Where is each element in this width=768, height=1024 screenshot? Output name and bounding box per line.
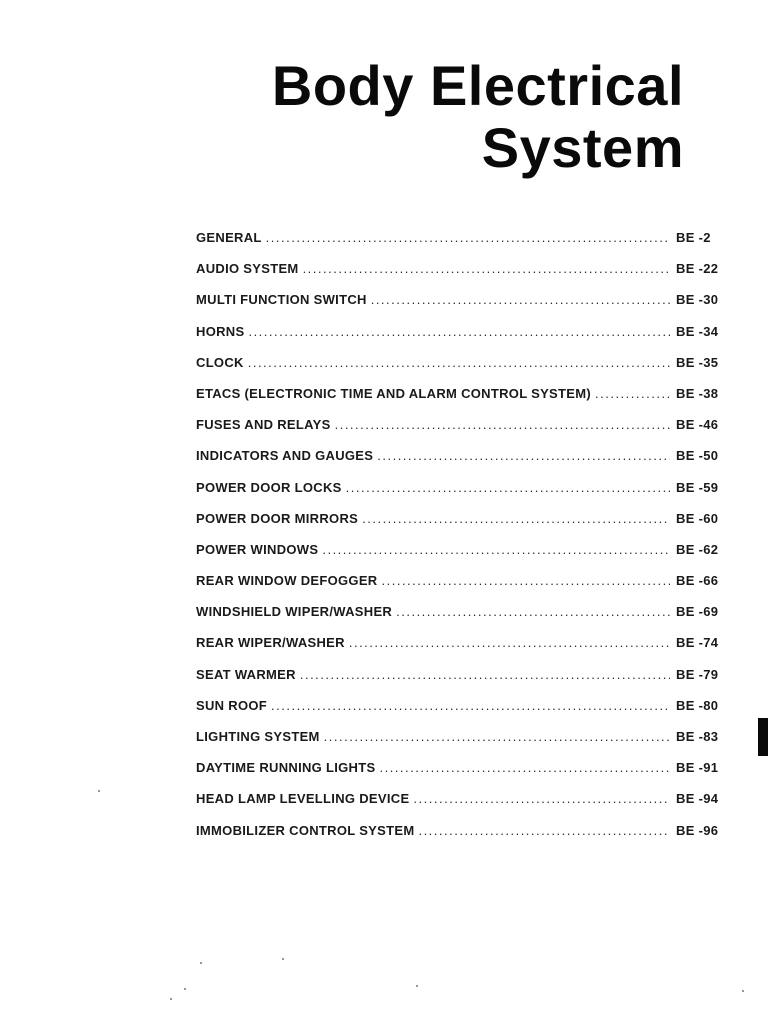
toc-entry <box>196 355 726 386</box>
toc-entry <box>196 667 726 698</box>
toc-entry-page: BE -96 <box>676 822 719 838</box>
toc-entry-page: BE -94 <box>676 791 719 807</box>
scan-speck <box>200 962 202 964</box>
toc-entry-title: HORNS <box>196 323 245 339</box>
toc-entry-title: FUSES AND RELAYS <box>196 417 331 433</box>
toc-dot-leader <box>377 448 670 463</box>
toc-entry-page: BE -35 <box>676 354 719 370</box>
toc-entry <box>196 261 726 292</box>
toc-dot-leader <box>324 729 670 744</box>
toc-entry <box>196 480 726 511</box>
toc-dot-leader <box>266 230 670 245</box>
toc-dot-leader <box>248 324 670 339</box>
toc-dot-leader <box>371 292 670 307</box>
toc-dot-leader <box>346 480 670 495</box>
toc-dot-leader <box>300 667 670 682</box>
toc-entry-page: BE -74 <box>676 635 719 651</box>
toc-entry-title: SUN ROOF <box>196 697 268 713</box>
toc-entry <box>196 386 726 417</box>
scan-speck <box>742 990 744 992</box>
toc-entry <box>196 511 726 542</box>
toc-entry-page: BE -38 <box>676 385 719 401</box>
toc-entry-title: SEAT WARMER <box>196 666 296 682</box>
toc-entry <box>196 823 726 854</box>
table-of-contents <box>196 230 726 854</box>
toc-entry-page: BE -50 <box>676 448 719 464</box>
toc-entry-title: GENERAL <box>196 230 262 245</box>
toc-entry-title: LIGHTING SYSTEM <box>196 729 320 744</box>
toc-entry-page: BE -66 <box>676 573 719 589</box>
toc-entry <box>196 573 726 604</box>
toc-entry-page: BE -62 <box>676 541 719 557</box>
document-title-line-2: System <box>481 116 684 179</box>
toc-entry-title: HEAD LAMP LEVELLING DEVICE <box>196 791 410 807</box>
toc-dot-leader <box>362 511 670 526</box>
toc-entry-title: CLOCK <box>196 354 244 370</box>
toc-dot-leader <box>335 417 670 432</box>
toc-entry-title: POWER WINDOWS <box>196 541 319 557</box>
toc-entry-title: POWER DOOR LOCKS <box>196 479 342 495</box>
toc-entry-title: WINDSHIELD WIPER/WASHER <box>196 604 393 620</box>
toc-dot-leader <box>396 604 670 619</box>
toc-entry-title: INDICATORS AND GAUGES <box>196 448 374 464</box>
toc-entry-page: BE -69 <box>676 604 719 620</box>
toc-entry <box>196 604 726 635</box>
toc-entry-title: REAR WIPER/WASHER <box>196 635 345 651</box>
toc-entry-title: REAR WINDOW DEFOGGER <box>196 573 378 589</box>
toc-entry-page: BE -30 <box>676 292 719 308</box>
scan-speck <box>98 790 100 792</box>
toc-dot-leader <box>418 823 670 838</box>
scan-speck <box>184 988 186 990</box>
toc-dot-leader <box>349 635 670 650</box>
toc-entry <box>196 324 726 355</box>
scan-speck <box>170 998 172 1000</box>
toc-dot-leader <box>595 386 670 401</box>
toc-dot-leader <box>379 760 670 775</box>
toc-entry-title: POWER DOOR MIRRORS <box>196 510 359 526</box>
toc-entry-page: BE -2 <box>676 230 711 245</box>
toc-entry-page: BE -22 <box>676 261 719 277</box>
toc-entry-page: BE -79 <box>676 666 719 682</box>
toc-entry <box>196 729 726 760</box>
toc-dot-leader <box>248 355 670 370</box>
toc-entry-title: DAYTIME RUNNING LIGHTS <box>196 760 376 776</box>
toc-entry <box>196 292 726 323</box>
toc-dot-leader <box>271 698 670 713</box>
scan-speck <box>416 985 418 987</box>
document-title-line-1: Body Electrical <box>271 54 684 117</box>
scan-speck <box>282 958 284 960</box>
toc-dot-leader <box>382 573 671 588</box>
toc-entry <box>196 760 726 791</box>
toc-entry-title: IMMOBILIZER CONTROL SYSTEM <box>196 822 415 838</box>
toc-entry <box>196 791 726 822</box>
toc-entry-title: MULTI FUNCTION SWITCH <box>196 292 367 308</box>
toc-entry-page: BE -80 <box>676 697 719 713</box>
toc-entry <box>196 417 726 448</box>
toc-entry-title: AUDIO SYSTEM <box>196 261 299 277</box>
section-thumb-tab <box>758 718 768 756</box>
toc-dot-leader <box>322 542 670 557</box>
toc-entry <box>196 635 726 666</box>
toc-entry <box>196 542 726 573</box>
toc-entry-page: BE -83 <box>676 729 719 744</box>
toc-dot-leader <box>413 791 670 806</box>
toc-entry-page: BE -46 <box>676 417 719 433</box>
toc-dot-leader <box>303 261 670 276</box>
toc-entry <box>196 230 726 261</box>
toc-entry <box>196 448 726 479</box>
toc-entry-page: BE -60 <box>676 510 719 526</box>
toc-entry-page: BE -59 <box>676 479 719 495</box>
toc-entry <box>196 698 726 729</box>
toc-entry-page: BE -34 <box>676 323 719 339</box>
toc-entry-title: ETACS (ELECTRONIC TIME AND ALARM CONTROL SYSTEM) <box>196 385 591 401</box>
toc-entry-page: BE -91 <box>676 760 719 776</box>
